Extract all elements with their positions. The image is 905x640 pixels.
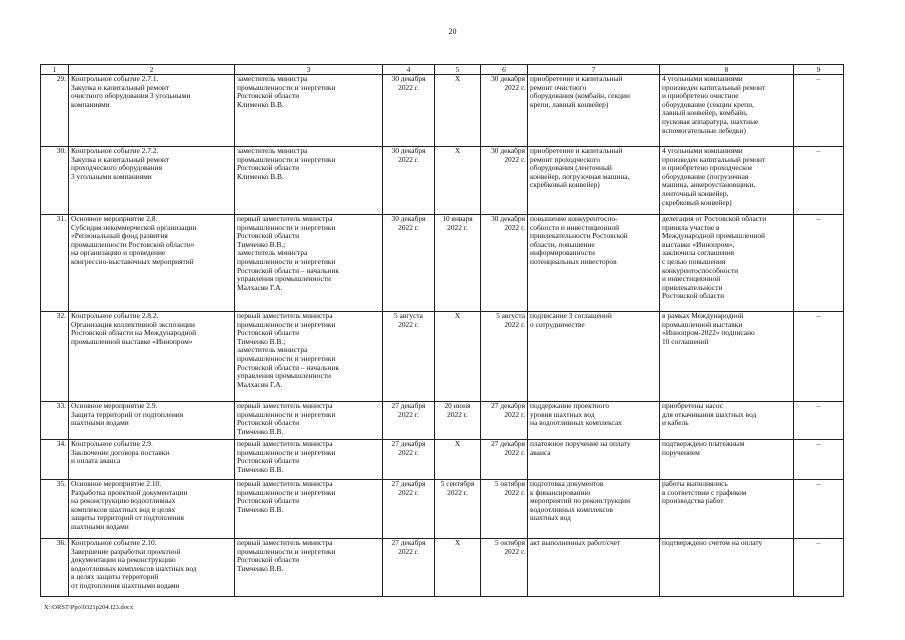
problems-cell: – bbox=[794, 402, 844, 440]
report-table bbox=[40, 64, 844, 597]
problems-cell: – bbox=[794, 75, 844, 147]
responsible-cell: заместитель министра промышленности и энергетики Ростовской области Клименко В.В. bbox=[235, 147, 383, 215]
actual-end-cell: 5 августа 2022 г. bbox=[481, 312, 528, 402]
column-header: 6 bbox=[481, 65, 528, 75]
table-row bbox=[41, 480, 844, 539]
problems-cell: – bbox=[794, 215, 844, 312]
plan-date-cell: 30 декабря 2022 г. bbox=[383, 147, 435, 215]
event-cell: Основное мероприятие 2.8. Субсидия некоммерческой организации «Региональный фонд развития промышленности Ростовской области» на организацию и проведение конгрессно-выставочных мероприятий bbox=[69, 215, 235, 312]
row-number: 35. bbox=[41, 480, 69, 539]
responsible-cell: первый заместитель министра промышленности и энергетики Ростовской области Тимченко В.В.; заместитель министра промышленности и энергетики Ростовской области – начальник управления промышленности Малхасян Г.А. bbox=[235, 312, 383, 402]
expected-result-cell: акт выполненных работ/счет bbox=[528, 539, 660, 597]
expected-result-cell: приобретение и капитальный ремонт очистного оборудования (комбайн, секции крепи, лавный конвейер) bbox=[528, 75, 660, 147]
responsible-cell: первый заместитель министра промышленности и энергетики Ростовской области Тимченко В.В.; заместитель министра промышленности и энергетики Ростовской области – начальник управления промышленности Малхасян Г.А. bbox=[235, 215, 383, 312]
event-cell: Основное мероприятие 2.10. Разработка проектной документации на реконструкцию водоотливных комплексов шахтных вод в целях защиты территорий от подтопления шахтными водами bbox=[69, 480, 235, 539]
actual-start-cell: X bbox=[435, 539, 481, 597]
column-header: 4 bbox=[383, 65, 435, 75]
row-number: 34. bbox=[41, 440, 69, 480]
page-number: 20 bbox=[448, 27, 457, 36]
plan-date-cell: 27 декабря 2022 г. bbox=[383, 440, 435, 480]
event-cell: Контрольное событие 2.9. Заключение договора поставки и оплата аванса bbox=[69, 440, 235, 480]
column-header: 8 bbox=[660, 65, 794, 75]
actual-start-cell: X bbox=[435, 75, 481, 147]
responsible-cell: первый заместитель министра промышленности и энергетики Ростовской области Тимченко В.В. bbox=[235, 402, 383, 440]
table-row bbox=[41, 147, 844, 215]
actual-end-cell: 27 декабря 2022 г. bbox=[481, 440, 528, 480]
expected-result-cell: платежное поручение на оплату аванса bbox=[528, 440, 660, 480]
actual-result-cell: делегация от Ростовской области приняла участие в Международной промышленной выставке «Иннопром», заключила соглашения с целью повышения конкурентоспособности и инвестиционной привлекательности Ростовской области bbox=[660, 215, 794, 312]
responsible-cell: первый заместитель министра промышленности и энергетики Ростовской области Тимченко В.В. bbox=[235, 480, 383, 539]
responsible-cell: заместитель министра промышленности и энергетики Ростовской области Клименко В.В. bbox=[235, 75, 383, 147]
column-header: 3 bbox=[235, 65, 383, 75]
row-number: 30. bbox=[41, 147, 69, 215]
actual-start-cell: 20 июня 2022 г. bbox=[435, 402, 481, 440]
row-number: 32. bbox=[41, 312, 69, 402]
event-cell: Основное мероприятие 2.9. Защита территорий от подтопления шахтными водами bbox=[69, 402, 235, 440]
actual-result-cell: подтверждено платежным поручением bbox=[660, 440, 794, 480]
expected-result-cell: подписание 3 соглашений о сотрудничестве bbox=[528, 312, 660, 402]
expected-result-cell: приобретение и капитальный ремонт проходческого оборудования (ленточный конвейер, погрузочная машина, скребковый конвейер) bbox=[528, 147, 660, 215]
actual-end-cell: 27 декабря 2022 г. bbox=[481, 402, 528, 440]
expected-result-cell: поддержание проектного уровня шахтных вод на водоотливных комплексах bbox=[528, 402, 660, 440]
event-cell: Контрольное событие 2.7.2. Закупка и капитальный ремонт проходческого оборудования 3 угольными компаниями bbox=[69, 147, 235, 215]
actual-end-cell: 30 декабря 2022 г. bbox=[481, 215, 528, 312]
column-header: 9 bbox=[794, 65, 844, 75]
table-row bbox=[41, 215, 844, 312]
actual-end-cell: 30 декабря 2022 г. bbox=[481, 147, 528, 215]
plan-date-cell: 30 декабря 2022 г. bbox=[383, 215, 435, 312]
actual-result-cell: 4 угольными компаниями произведен капитальный ремонт и приобретено проходческое оборудование (погрузочная машина, анкероустановщики, ленточный конвейер, скребковый конвейер) bbox=[660, 147, 794, 215]
actual-result-cell: 4 угольными компаниями произведен капитальный ремонт и приобретено очистное оборудование (секции крепи, лавный конвейер, комбайн, пусковая аппаратура, шахтные вспомогательные лебедки) bbox=[660, 75, 794, 147]
table-header-row bbox=[41, 65, 844, 75]
table-row bbox=[41, 440, 844, 480]
actual-result-cell: приобретены насос для откачивания шахтных вод и кабель bbox=[660, 402, 794, 440]
plan-date-cell: 27 декабря 2022 г. bbox=[383, 480, 435, 539]
column-header: 1 bbox=[41, 65, 69, 75]
problems-cell: – bbox=[794, 440, 844, 480]
expected-result-cell: повышение конкурентоспо- собности и инвестиционной привлекательности Ростовской области, повышение информированности потенциальных инвесторов bbox=[528, 215, 660, 312]
event-cell: Контрольное событие 2.7.1. Закупка и капитальный ремонт очистного оборудования 3 угольными компаниями bbox=[69, 75, 235, 147]
problems-cell: – bbox=[794, 480, 844, 539]
actual-result-cell: работы выполнялись в соответствии с графиком производства работ bbox=[660, 480, 794, 539]
event-cell: Контрольное событие 2.8.2. Организация коллективной экспозиции Ростовской области на Международной промышленной выставке «Иннопром» bbox=[69, 312, 235, 402]
plan-date-cell: 27 декабря 2022 г. bbox=[383, 539, 435, 597]
column-header: 2 bbox=[69, 65, 235, 75]
plan-date-cell: 5 августа 2022 г. bbox=[383, 312, 435, 402]
row-number: 36. bbox=[41, 539, 69, 597]
row-number: 29. bbox=[41, 75, 69, 147]
actual-end-cell: 5 октября 2022 г. bbox=[481, 539, 528, 597]
plan-date-cell: 27 декабря 2022 г. bbox=[383, 402, 435, 440]
table-body bbox=[41, 75, 844, 597]
actual-end-cell: 5 октября 2022 г. bbox=[481, 480, 528, 539]
responsible-cell: первый заместитель министра промышленности и энергетики Ростовской области Тимченко В.В. bbox=[235, 539, 383, 597]
actual-result-cell: подтверждено счетом на оплату bbox=[660, 539, 794, 597]
plan-date-cell: 30 декабря 2022 г. bbox=[383, 75, 435, 147]
table-row bbox=[41, 539, 844, 597]
actual-start-cell: 10 января 2022 г. bbox=[435, 215, 481, 312]
actual-end-cell: 30 декабря 2022 г. bbox=[481, 75, 528, 147]
problems-cell: – bbox=[794, 147, 844, 215]
actual-start-cell: X bbox=[435, 440, 481, 480]
actual-start-cell: X bbox=[435, 312, 481, 402]
row-number: 33. bbox=[41, 402, 69, 440]
table-row bbox=[41, 402, 844, 440]
actual-start-cell: 5 сентября 2022 г. bbox=[435, 480, 481, 539]
file-path-footer: X:\ORST\Ppo\0321p204.f23.docx bbox=[44, 604, 134, 611]
actual-result-cell: в рамках Международной промышленной выставки «Иннопром-2022» подписано 10 соглашений bbox=[660, 312, 794, 402]
column-header: 5 bbox=[435, 65, 481, 75]
table-row bbox=[41, 75, 844, 147]
table-row bbox=[41, 312, 844, 402]
column-header: 7 bbox=[528, 65, 660, 75]
responsible-cell: первый заместитель министра промышленности и энергетики Ростовской области Тимченко В.В. bbox=[235, 440, 383, 480]
expected-result-cell: подготовка документов к финансированию мероприятий по реконструкции водоотливных комплексов шахтных вод bbox=[528, 480, 660, 539]
actual-start-cell: X bbox=[435, 147, 481, 215]
problems-cell: – bbox=[794, 539, 844, 597]
problems-cell: – bbox=[794, 312, 844, 402]
event-cell: Контрольное событие 2.10. Завершение разработки проектной документации на реконструкцию водоотливных комплексов шахтных вод в целях защиты территорий от подтопления шахтными водами bbox=[69, 539, 235, 597]
row-number: 31. bbox=[41, 215, 69, 312]
